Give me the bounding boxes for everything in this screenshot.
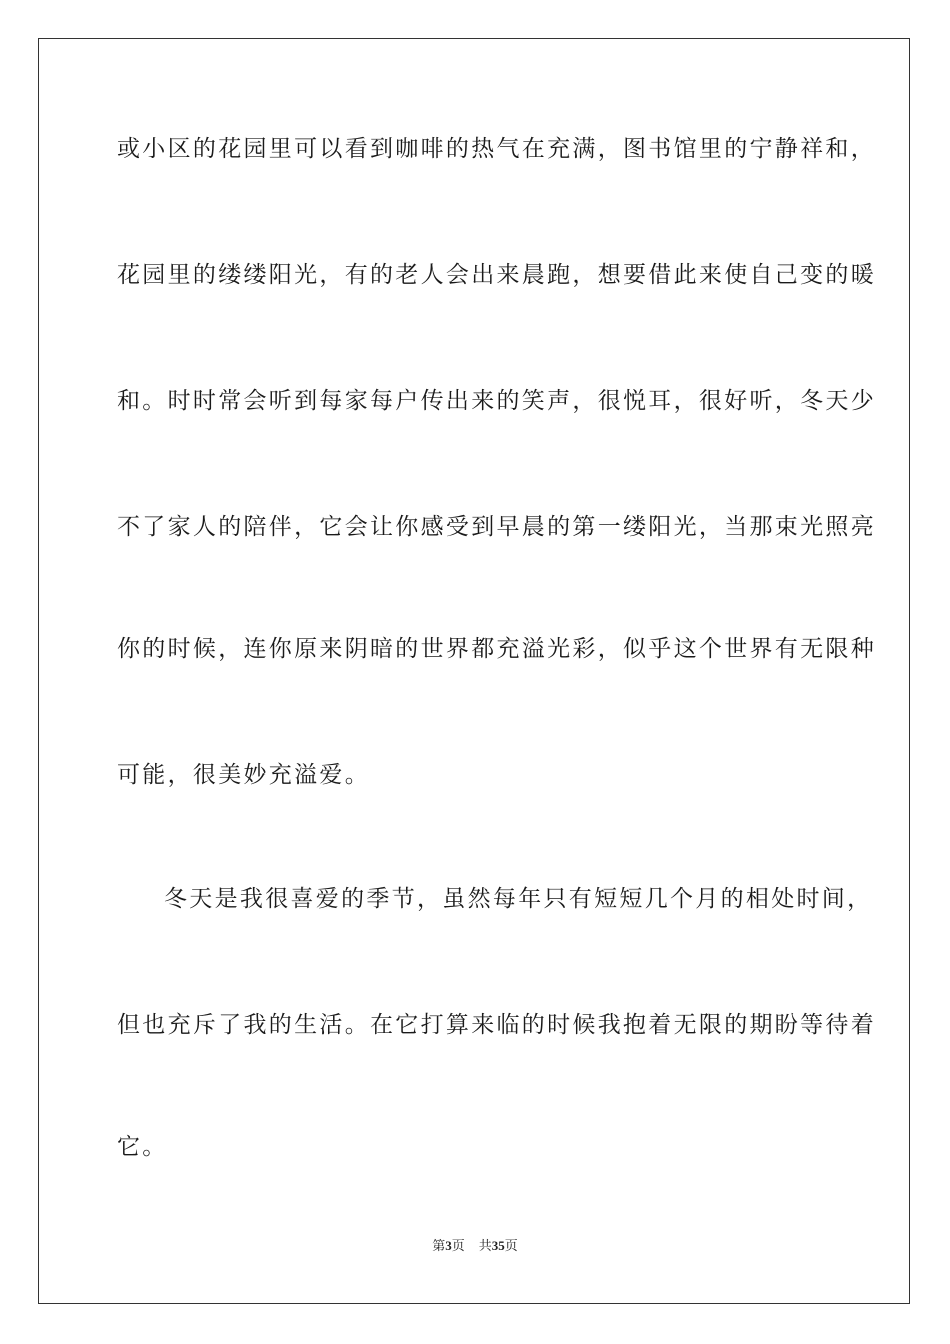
page-border (38, 38, 910, 1304)
paragraph-2-line-2: 但也充斥了我的生活。在它打算来临的时候我抱着无限的期盼等待着 (117, 1012, 876, 1038)
paragraph-2-line-3: 它。 (117, 1134, 168, 1160)
text-line-6: 可能，很美妙充溢爱。 (117, 762, 370, 788)
total-prefix: 共 (478, 1238, 492, 1253)
page-suffix: 页 (451, 1238, 465, 1253)
text-line-3: 和。时时常会听到每家每户传出来的笑声，很悦耳，很好听，冬天少 (117, 388, 876, 414)
paragraph-2-line-1: 冬天是我很喜爱的季节，虽然每年只有短短几个月的相处时间， (164, 886, 873, 912)
page-footer (0, 1238, 950, 1254)
total-suffix: 页 (504, 1238, 518, 1253)
text-line-2: 花园里的缕缕阳光，有的老人会出来晨跑，想要借此来使自己变的暖 (117, 262, 876, 288)
text-line-5: 你的时候，连你原来阴暗的世界都充溢光彩，似乎这个世界有无限种 (117, 636, 876, 662)
total-pages: 35 (491, 1238, 505, 1253)
page-prefix: 第 (432, 1238, 446, 1253)
text-line-1: 或小区的花园里可以看到咖啡的热气在充满，图书馆里的宁静祥和， (117, 136, 876, 162)
page-number: 3 (445, 1238, 452, 1253)
text-line-4: 不了家人的陪伴，它会让你感受到早晨的第一缕阳光，当那束光照亮 (117, 514, 876, 540)
